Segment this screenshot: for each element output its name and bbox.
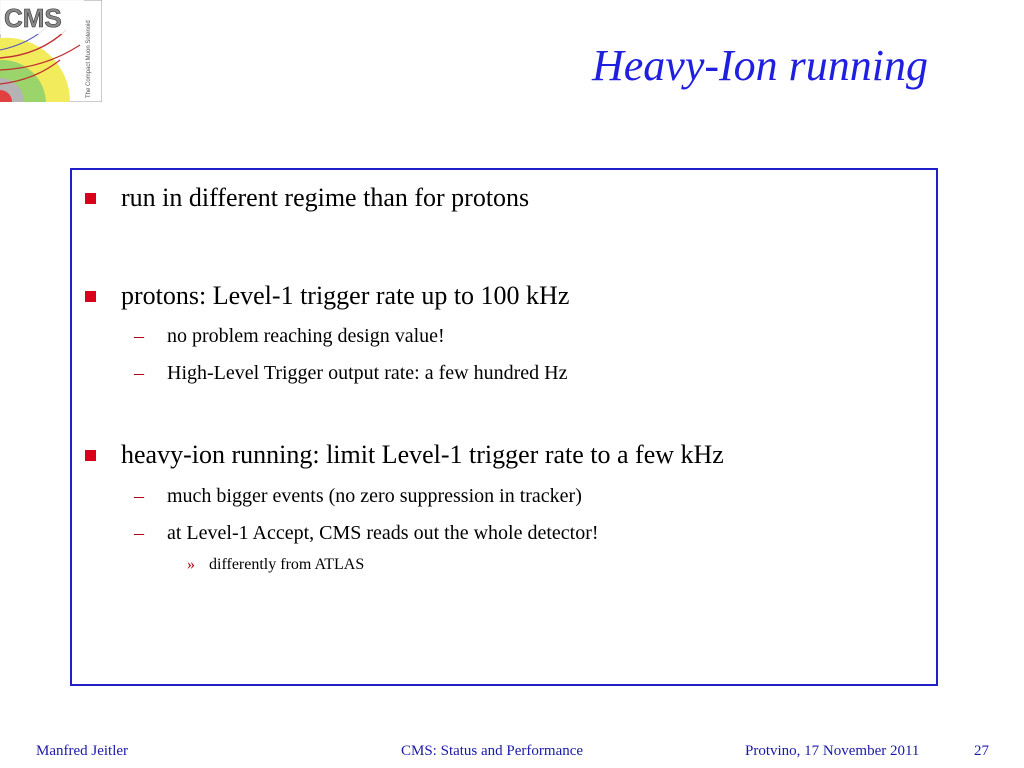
dash-bullet-icon: –	[134, 362, 144, 384]
content-box	[70, 168, 938, 686]
sub-sub-bullet-text: differently from ATLAS	[209, 556, 365, 573]
slide-title: Heavy-Ion running	[591, 41, 928, 90]
footer-talk-title: CMS: Status and Performance	[401, 743, 584, 759]
sub-bullet-text: no problem reaching design value!	[167, 325, 445, 347]
square-bullet-icon	[85, 193, 96, 204]
bullet-text: run in different regime than for protons	[121, 183, 530, 212]
footer-page-number: 27	[974, 743, 989, 759]
dash-bullet-icon: –	[134, 485, 144, 507]
square-bullet-icon	[85, 450, 96, 461]
footer-author: Manfred Jeitler	[36, 743, 129, 759]
sub-bullet-text: High-Level Trigger output rate: a few hundred Hz	[167, 362, 568, 384]
cms-logo	[0, 0, 102, 102]
dash-bullet-icon: –	[134, 522, 144, 544]
footer-date-place: Protvino, 17 November 2011	[745, 743, 920, 759]
sub-bullet-text: at Level-1 Accept, CMS reads out the whole detector!	[167, 522, 599, 544]
bullet-text: heavy-ion running: limit Level-1 trigger rate to a few kHz	[121, 440, 724, 469]
cms-logo-graphic	[0, 0, 102, 102]
dash-bullet-icon: –	[134, 325, 144, 347]
guillemet-bullet-icon: »	[187, 556, 195, 573]
sub-bullet-text: much bigger events (no zero suppression in tracker)	[167, 485, 582, 507]
bullet-text: protons: Level-1 trigger rate up to 100 kHz	[121, 281, 570, 310]
square-bullet-icon	[85, 291, 96, 302]
logo-text: CMS	[4, 3, 62, 33]
logo-subtitle: The Compact Muon Solenoid	[86, 20, 92, 98]
